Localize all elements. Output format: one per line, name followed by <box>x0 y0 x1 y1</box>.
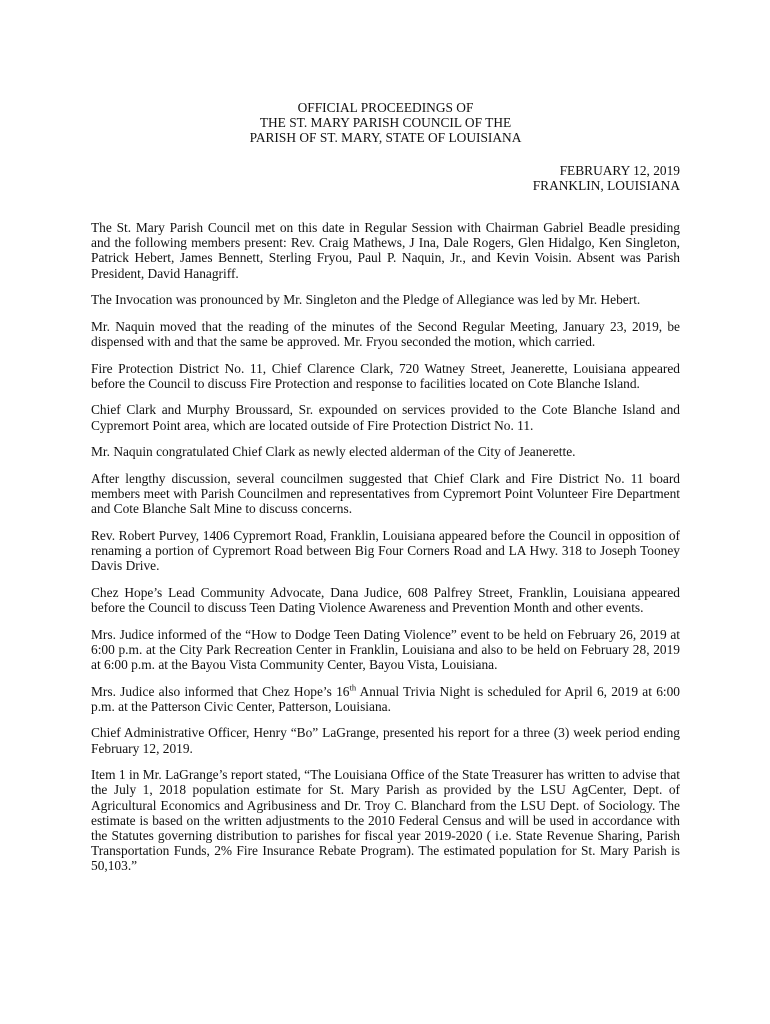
paragraph-congratulations: Mr. Naquin congratulated Chief Clark as newly elected alderman of the City of Jeanerette. <box>91 444 576 460</box>
date-location-block <box>91 163 680 193</box>
trivia-text-before: Mrs. Judice also informed that Chez Hope’s 16 <box>91 683 350 699</box>
document-page <box>91 100 680 885</box>
paragraph-services: Chief Clark and Murphy Broussard, Sr. expounded on services provided to the Cote Blanche Island and Cypremort Point area, which are located outside of Fire Protection District No. 11. <box>91 402 680 433</box>
paragraph-fire-district: Fire Protection District No. 11, Chief Clarence Clark, 720 Watney Street, Jeanerette, Louisiana appeared before the Council to discuss Fire Protection and response to facilities located on Cote Blanche Island. <box>91 360 680 391</box>
meeting-date: FEBRUARY 12, 2019 <box>559 162 680 178</box>
paragraph-road-renaming: Rev. Robert Purvey, 1406 Cypremort Road, Franklin, Louisiana appeared before the Council in opposition of renaming a portion of Cypremort Road between Big Four Corners Road and LA Hwy. 318 to Joseph Tooney Davis Drive. <box>91 527 680 574</box>
title-line-3: PARISH OF ST. MARY, STATE OF LOUISIANA <box>249 130 522 146</box>
paragraph-chez-hope: Chez Hope’s Lead Community Advocate, Dana Judice, 608 Palfrey Street, Franklin, Louisiana appeared before the Council to discuss Teen Dating Violence Awareness and Prevention Month and other events. <box>91 584 680 615</box>
paragraph-invocation: The Invocation was pronounced by Mr. Singleton and the Pledge of Allegiance was led by Mr. Hebert. <box>91 292 641 308</box>
paragraph-minutes-approval: Mr. Naquin moved that the reading of the minutes of the Second Regular Meeting, January 23, 2019, be dispensed with and that the same be approved. Mr. Fryou seconded the motion, which carried. <box>91 318 680 350</box>
meeting-location: FRANKLIN, LOUISIANA <box>532 177 680 193</box>
document-title <box>91 100 680 146</box>
title-line-2: THE ST. MARY PARISH COUNCIL OF THE <box>259 115 512 131</box>
trivia-ordinal-suffix: th <box>349 682 357 693</box>
paragraph-teen-dating-event: Mrs. Judice informed of the “How to Dodge Teen Dating Violence” event to be held on February 26, 2019 at 6:00 p.m. at the City Park Recreation Center in Franklin, Louisiana and also to be held on February 28, 2019 at 6:00 p.m. at the Bayou Vista Community Center, Bayou Vista, Louisiana. <box>91 626 680 672</box>
paragraph-attendance: The St. Mary Parish Council met on this date in Regular Session with Chairman Gabriel Beadle presiding and the following members present: Rev. Craig Mathews, J Ina, Dale Rogers, Glen Hidalgo, Ken Singleton, Patrick Hebert, James Bennett, Sterling Fryou, Paul P. Naquin, Jr., and Kevin Voisin. Absent was Parish President, David Hanagriff. <box>91 220 680 281</box>
paragraph-cao-report: Chief Administrative Officer, Henry “Bo” LaGrange, presented his report for a three (3) week period ending February 12, 2019. <box>91 725 680 756</box>
paragraph-item-1: Item 1 in Mr. LaGrange’s report stated, “The Louisiana Office of the State Treasurer has written to advise that the July 1, 2018 population estimate for St. Mary Parish as provided by the LSU AgCenter, Dept. of Agricultural Economics and Agribusiness and Dr. Troy C. Blanchard from the LSU Dept. of Sociology. The estimate is based on the written adjustments to the 2010 Federal Census and will be used in accordance with the Statutes governing distribution to parishes for fiscal year 2019-2020 ( i.e. State Revenue Sharing, Parish Transportation Funds, 2% Fire Insurance Rebate Program). The estimated population for St. Mary Parish is 50,103.” <box>91 767 680 874</box>
minutes-body <box>91 220 680 874</box>
trivia-text-after: Annual Trivia Night is scheduled for April 6, 2019 at 6:00 p.m. at the Patterson Civic Center, Patterson, Louisiana. <box>91 683 680 714</box>
title-line-1: OFFICIAL PROCEEDINGS OF <box>297 100 474 115</box>
paragraph-discussion: After lengthy discussion, several councilmen suggested that Chief Clark and Fire District No. 11 board members meet with Parish Councilmen and representatives from Cypremort Point Volunteer Fire Department and Cote Blanche Salt Mine to discuss concerns. <box>91 470 680 517</box>
paragraph-trivia-night <box>91 684 680 714</box>
